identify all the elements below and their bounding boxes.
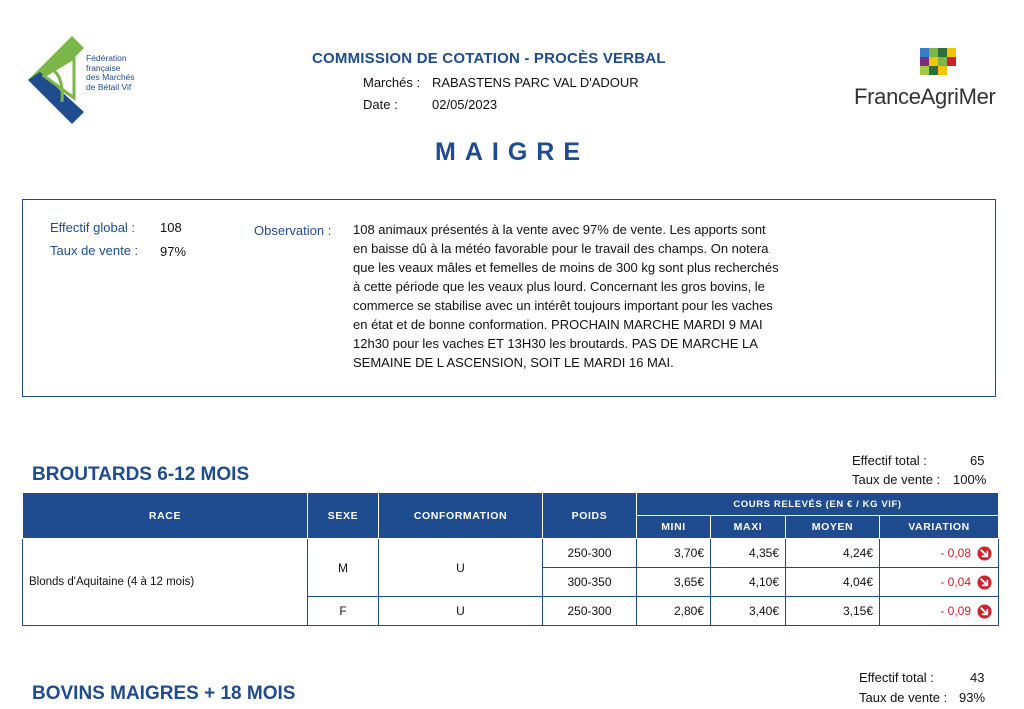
variation-cell (880, 568, 999, 597)
section-title: MAIGRE (435, 138, 589, 166)
franceagrimer-logo (850, 46, 1000, 116)
broutards-table (22, 492, 999, 626)
poids-cell: 250-300 (543, 539, 637, 568)
bovins-heading: BOVINS MAIGRES + 18 MOIS (32, 683, 296, 704)
race-cell: Blonds d'Aquitaine (4 à 12 mois) (23, 539, 308, 626)
effectif-global-label: Effectif global : (50, 220, 136, 235)
market-value: RABASTENS PARC VAL D'ADOUR (432, 75, 639, 90)
observation-text: 108 animaux présentés à la vente avec 97% de vente. Les apports sont en baisse dû à la météo favorable pour le travail des champs. On notera que les veaux mâles et femelles de moins de 300 kg sont plus recherchés à cette période que les veaux plus lourd. Concernant les gros bovins, le commerce se stabilise avec un intérêt toujours important pour les vaches en état et de bonne conformation. PROCHAIN MARCHE MARDI 9 MAI 12h30 pour les vaches ET 13H30 les broutards. PAS DE MARCHE LA SEMAINE DE L ASCENSION, SOIT LE MARDI 16 MAI. (353, 222, 779, 370)
variation-value: - 0,04 (940, 575, 971, 589)
logo-line: de Bétail Vif (86, 81, 132, 92)
table-row (23, 539, 999, 568)
bovins-effectif-label: Effectif total : (859, 670, 934, 685)
variation-cell (880, 597, 999, 626)
bovins-effectif-value: 43 (970, 670, 985, 685)
sexe-cell: M (308, 539, 379, 597)
conformation-cell: U (379, 539, 543, 597)
col-cours-group: COURS RELEVÉS (EN € / KG VIF) (637, 493, 999, 516)
date-value: 02/05/2023 (432, 97, 498, 112)
col-mini: MINI (637, 516, 711, 539)
broutards-taux-label: Taux de vente : (852, 472, 941, 487)
logo-line: des Marchés (86, 72, 135, 82)
down-arrow-icon (977, 604, 992, 619)
maxi-cell: 4,10€ (711, 568, 786, 597)
broutards-effectif-label: Effectif total : (852, 453, 927, 468)
broutards-taux-value: 100% (953, 472, 987, 487)
col-conformation: CONFORMATION (379, 493, 543, 539)
logo-line: française (86, 62, 121, 73)
variation-value: - 0,09 (940, 604, 971, 618)
col-poids: POIDS (543, 493, 637, 539)
franceagrimer-mark-icon (920, 46, 960, 80)
effectif-global-value: 108 (160, 220, 182, 235)
down-arrow-icon (977, 575, 992, 590)
mini-cell: 3,65€ (637, 568, 711, 597)
broutards-heading: BROUTARDS 6-12 MOIS (32, 464, 250, 485)
date-row (363, 97, 763, 115)
bovins-taux-label: Taux de vente : (859, 690, 948, 705)
col-moyen: MOYEN (786, 516, 880, 539)
observation-label: Observation : (254, 223, 332, 238)
maxi-cell: 3,40€ (711, 597, 786, 626)
moyen-cell: 4,24€ (786, 539, 880, 568)
variation-cell (880, 539, 999, 568)
date-label: Date : (363, 97, 398, 112)
federation-logo (24, 32, 152, 128)
col-sexe: SEXE (308, 493, 379, 539)
mini-cell: 3,70€ (637, 539, 711, 568)
variation-value: - 0,08 (940, 546, 971, 560)
moyen-cell: 3,15€ (786, 597, 880, 626)
federation-logo-text (86, 54, 135, 92)
taux-vente-value: 97% (160, 244, 187, 259)
taux-vente-label: Taux de vente : (50, 243, 139, 258)
down-arrow-icon (977, 546, 992, 561)
observation-box (22, 199, 996, 397)
col-race: RACE (23, 493, 308, 539)
sexe-cell: F (308, 597, 379, 626)
conformation-cell: U (379, 597, 543, 626)
poids-cell: 250-300 (543, 597, 637, 626)
moyen-cell: 4,04€ (786, 568, 880, 597)
maxi-cell: 4,35€ (711, 539, 786, 568)
col-variation: VARIATION (880, 516, 999, 539)
market-label: Marchés : (363, 75, 421, 90)
poids-cell: 300-350 (543, 568, 637, 597)
logo-line: Fédération (86, 53, 127, 63)
mini-cell: 2,80€ (637, 597, 711, 626)
broutards-effectif-value: 65 (970, 453, 985, 468)
franceagrimer-name: FranceAgriMer (854, 84, 996, 109)
document-title: COMMISSION DE COTATION - PROCÈS VERBAL (312, 50, 666, 67)
market-row (363, 75, 763, 93)
bovins-taux-value: 93% (959, 690, 986, 705)
col-maxi: MAXI (711, 516, 786, 539)
